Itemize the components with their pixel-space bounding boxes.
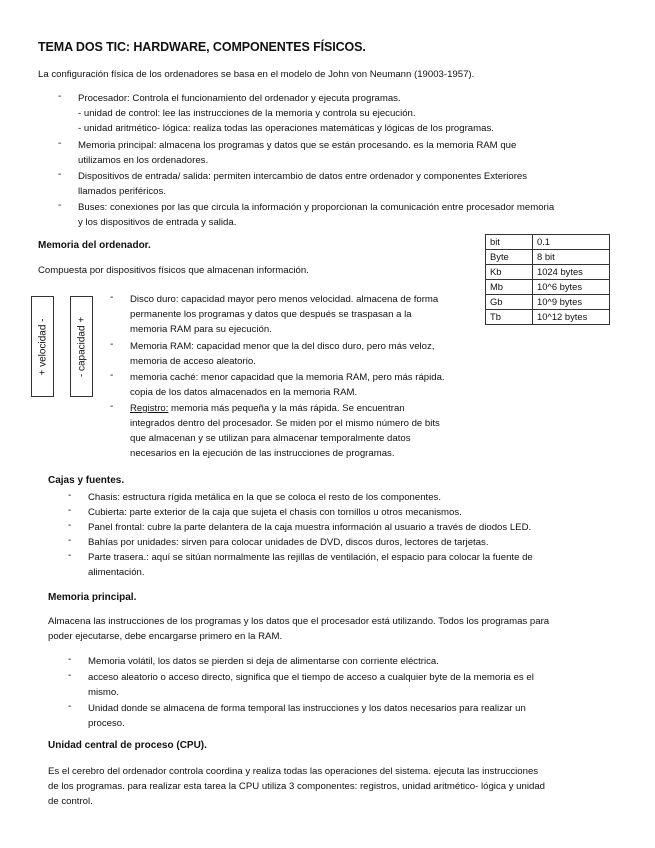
section-heading: Unidad central de proceso (CPU). (48, 740, 207, 751)
list-item-text: Cubierta: parte exterior de la caja que sujeta el chasis con tornillos u otros mecanismos. (88, 507, 462, 518)
bullet-dash: - (68, 535, 72, 546)
list-item-text: que almacenan y se utilizan para almacenar temporalmente datos (130, 433, 411, 444)
units-table (485, 234, 610, 325)
table-cell: 8 bit (533, 250, 610, 265)
table-row (486, 265, 610, 280)
capacity-scale-label: - capacidad + (76, 316, 87, 377)
section-paragraph: poder ejecutarse, debe encargarse primero en la RAM. (48, 631, 283, 642)
speed-scale-label: + velocidad - (37, 318, 48, 375)
speed-scale-box (31, 296, 54, 397)
list-item-text: mismo. (88, 687, 119, 698)
list-item-text: Procesador: Controla el funcionamiento del ordenador y ejecuta programas. (78, 93, 401, 104)
list-item-text: Parte trasera.: aquí se sitúan normalmente las rejillas de ventilación, el espacio para colocar la fuente de (88, 552, 533, 563)
bullet-dash: - (58, 169, 62, 180)
section-paragraph: de los programas. para realizar esta tarea la CPU utiliza 3 componentes: registros, unidad aritmético- lógica y unidad (48, 781, 545, 792)
list-item-text: Disco duro: capacidad mayor pero menos velocidad. almacena de forma (130, 294, 439, 305)
table-row (486, 250, 610, 265)
list-item-text: copia de los datos almacenados en la memoria RAM. (130, 387, 358, 398)
list-item-text: utilizamos en los ordenadores. (78, 155, 209, 166)
bullet-dash: - (68, 670, 72, 681)
table-cell: Byte (486, 250, 533, 265)
section-heading: Cajas y fuentes. (48, 475, 125, 486)
table-row (486, 295, 610, 310)
term-registro: Registro: (130, 403, 169, 414)
intro-paragraph: La configuración física de los ordenadores se basa en el modelo de John von Neumann (19003-1957). (38, 69, 475, 80)
table-cell: bit (486, 235, 533, 250)
list-item-text: Memoria principal: almacena los programas y datos que se están procesando. es la memoria RAM que (78, 140, 517, 151)
list-item-text: Bahías por unidades: sirven para colocar unidades de DVD, discos duros, lectores de tarjetas. (88, 537, 489, 548)
list-item-text: proceso. (88, 718, 125, 729)
list-item-text: acceso aleatorio o acceso directo, significa que el tiempo de acceso a cualquier byte de la memoria es el (88, 672, 534, 683)
list-item-text: Dispositivos de entrada/ salida: permiten intercambio de datos entre ordenador y componentes Exteriores (78, 171, 528, 182)
list-item-text: Unidad donde se almacena de forma temporal las instrucciones y los datos necesarios para realizar un (88, 703, 526, 714)
bullet-dash: - (68, 505, 72, 516)
section-paragraph: de control. (48, 796, 93, 807)
bullet-dash: - (58, 91, 62, 102)
bullet-dash: - (68, 701, 72, 712)
table-cell: 10^6 bytes (533, 280, 610, 295)
section-paragraph: Es el cerebro del ordenador controla coordina y realiza todas las operaciones del sistema. ejecuta las instrucciones (48, 766, 539, 777)
list-item-text: integrados dentro del procesador. Se miden por el mismo número de bits (130, 418, 440, 429)
bullet-dash: - (58, 138, 62, 149)
list-item-text: llamados periféricos. (78, 186, 166, 197)
list-item-text: Chasis: estructura rígida metálica en la que se coloca el resto de los componentes. (88, 492, 442, 503)
table-row (486, 280, 610, 295)
list-item-text: memoria de acceso aleatorio. (130, 356, 256, 367)
bullet-dash: - (68, 550, 72, 561)
bullet-dash: - (68, 520, 72, 531)
bullet-dash: - (110, 370, 114, 381)
bullet-dash: - (68, 654, 72, 665)
table-cell: 1024 bytes (533, 265, 610, 280)
list-item-text: permanente los programas y datos que después se traspasan a la (130, 309, 412, 320)
section-heading: Memoria del ordenador. (38, 240, 151, 251)
section-paragraph: Almacena las instrucciones de los programas y los datos que el procesador está utilizando. Todos los programas para (48, 616, 550, 627)
bullet-dash: - (68, 490, 72, 501)
list-item-text: memoria RAM para su ejecución. (130, 324, 272, 335)
bullet-dash: - (110, 401, 114, 412)
list-item-text: Memoria volátil, los datos se pierden si deja de alimentarse con corriente eléctrica. (88, 656, 439, 667)
list-item-text: memoria más pequeña y la más rápida. Se encuentran (168, 403, 405, 414)
capacity-scale-box (70, 296, 93, 397)
list-item-text: alimentación. (88, 567, 145, 578)
bullet-dash: - (58, 200, 62, 211)
table-row (486, 310, 610, 325)
table-row (486, 235, 610, 250)
list-item-text: necesarios en la ejecución de las instrucciones de programas. (130, 448, 395, 459)
list-item-text: - unidad aritmético- lógica: realiza todas las operaciones matemáticas y lógicas de los programas. (78, 123, 494, 134)
table-cell: Tb (486, 310, 533, 325)
list-item-text: memoria caché: menor capacidad que la memoria RAM, pero más rápida. (130, 372, 445, 383)
list-item-text: y los dispositivos de entrada y salida. (78, 217, 237, 228)
table-cell: Kb (486, 265, 533, 280)
page-title: TEMA DOS TIC: HARDWARE, COMPONENTES FÍSICOS. (38, 40, 366, 54)
list-item-text: Panel frontal: cubre la parte delantera de la caja muestra información al usuario a través de diodos LED. (88, 522, 532, 533)
list-item-text (130, 401, 405, 416)
table-cell: Mb (486, 280, 533, 295)
table-cell: 10^9 bytes (533, 295, 610, 310)
list-item-text: Buses: conexiones por las que circula la información y proporcionan la comunicación entre procesador memoria (78, 202, 555, 213)
list-item-text: - unidad de control: lee las instrucciones de la memoria y controla su ejecución. (78, 108, 416, 119)
table-cell: Gb (486, 295, 533, 310)
table-cell: 0.1 (533, 235, 610, 250)
section-description: Compuesta por dispositivos físicos que almacenan información. (38, 265, 309, 276)
section-heading: Memoria principal. (48, 592, 137, 603)
table-cell: 10^12 bytes (533, 310, 610, 325)
bullet-dash: - (110, 292, 114, 303)
bullet-dash: - (110, 339, 114, 350)
list-item-text: Memoria RAM: capacidad menor que la del disco duro, pero más veloz, (130, 341, 435, 352)
